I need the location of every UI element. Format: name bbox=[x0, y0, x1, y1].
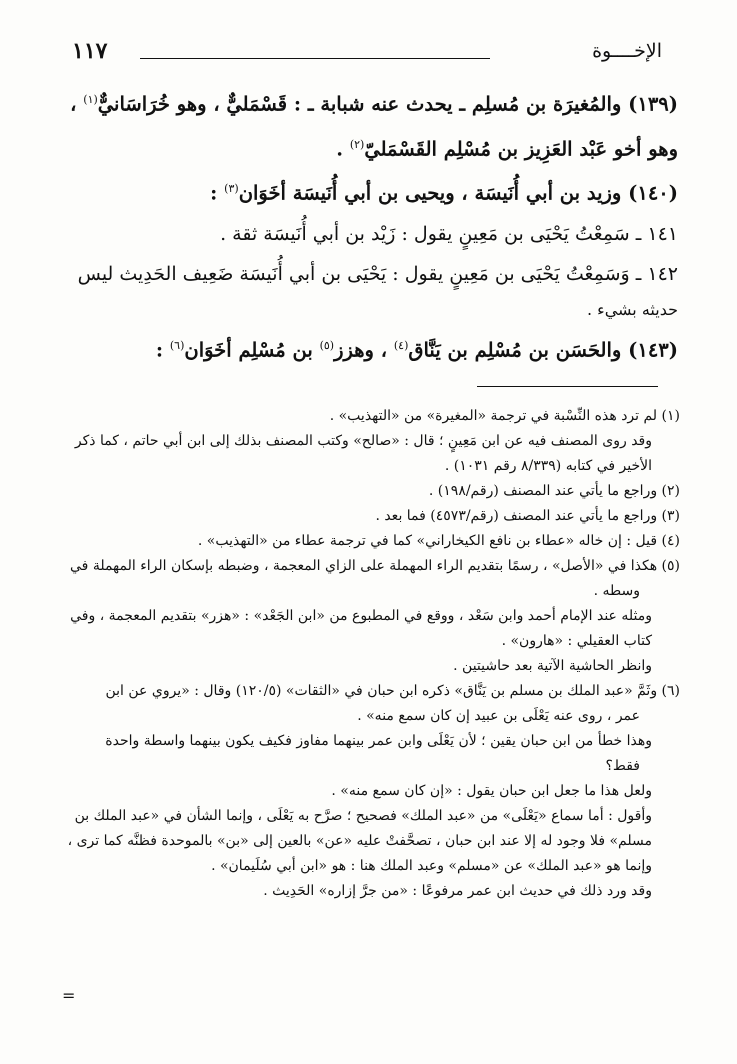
footnote-6: (٦) وثَمَّ «عبد الملك بن مسلم بن يَنَّاق» ذكره ابن حبان في «الثقات» (١٢٠/٥) وقال : «يروي عن ابن bbox=[105, 683, 680, 699]
footnote-1-note: وقد روى المصنف فيه عن ابن مَعِينٍ ؛ قال : «صالح» وكتب المصنف بذلك إلى ابن أبي حاتم ، كما ذكر bbox=[74, 433, 652, 449]
footnote-separator bbox=[477, 386, 658, 387]
footnote-6-note: وإنما هو «عبد الملك» عن «مسلم» وعبد الملك هنا : هو «ابن أبي سُلَيمان» . bbox=[211, 858, 652, 874]
page-header bbox=[0, 38, 737, 68]
footnote-4: (٤) قيل : إن خاله «عطاء بن نافع الكيخاراني» كما في ترجمة عطاء من «التهذيب» . bbox=[197, 533, 680, 549]
main-text bbox=[58, 80, 678, 370]
footnote-2: (٢) وراجع ما يأتي عند المصنف (رقم/١٩٨) . bbox=[428, 483, 680, 499]
entry-143: (١٤٣) والحَسَن بن مُسْلِم بن يَنَّاق$^{(٤)}$ ، وهزز$^{(٥)}$ بن مُسْلِم أخَوَان$^{(٦)}$ : bbox=[155, 338, 678, 361]
footnote-5: (٥) هكذا في «الأصل» ، رسمًا بتقديم الراء المهملة على الزاي المعجمة ، وضبطه بإسكان الراء المهملة في bbox=[70, 558, 680, 574]
footnote-ref: (٦) bbox=[169, 338, 185, 352]
footnote-5-note: ومثله عند الإمام أحمد وابن سَعْد ، ووقع في المطبوع من «ابن الجَعْد» : «هزر» بتقديم المعجمة ، وفي bbox=[70, 608, 652, 624]
footnote-ref: (١) bbox=[83, 93, 98, 106]
footnotes bbox=[58, 404, 680, 904]
entry-142: ١٤٢ ـ وَسَمِعْتُ يَحْيَى بن مَعِينٍ يقول : يَحْيَى بن أبي أُنَيسَة ضَعِيف الحَدِيث ليس bbox=[77, 262, 678, 285]
continuation-mark: = bbox=[62, 986, 76, 1005]
footnote-6-note: وقد ورد ذلك في حديث ابن عمر مرفوعًا : «من جرَّ إزاره» الحَدِيث . bbox=[263, 883, 652, 899]
footnote-6-note: وأقول : أما سماع «يَعْلَى» من «عبد الملك» فصحيح ؛ صرَّح به يَعْلَى ، وإنما الشأن في «عبد الملك بن bbox=[74, 808, 652, 824]
entry-139-line-2: وهو أخو عَبْد العَزِيز بن مُسْلِم القَسْمَليّ$^{(٢)}$ . bbox=[336, 137, 678, 160]
entry-142-continuation: حديثه بشيء . bbox=[587, 299, 678, 319]
footnote-5-cont: وسطه . bbox=[593, 583, 640, 599]
page-number: ١١٧ bbox=[72, 38, 108, 64]
footnote-ref: (٤) bbox=[393, 338, 409, 352]
footnote-ref: (٢) bbox=[349, 137, 365, 151]
entry-141: ١٤١ ـ سَمِعْتُ يَحْيَى بن مَعِينٍ يقول : زَيْد بن أبي أُنَيسَة ثقة . bbox=[220, 222, 678, 245]
entry-139-line-1: (١٣٩) والمُغيرَة بن مُسلِم ـ يحدث عنه شبابة ـ : قَسْمَليٌّ ، وهو خُرَاسَانيٌّ$^{(١)}$ ، bbox=[70, 92, 678, 116]
footnote-ref: (٥) bbox=[319, 338, 335, 352]
footnote-1: (١) لم ترد هذه النِّسْبة في ترجمة «المغيرة» من «التهذيب» . bbox=[329, 408, 680, 424]
footnote-3: (٣) وراجع ما يأتي عند المصنف (رقم/٤٥٧٣) فما بعد . bbox=[375, 508, 680, 524]
footnote-6-note: فقط؟ bbox=[605, 758, 640, 774]
running-title: الإخــــوة bbox=[592, 40, 662, 62]
footnote-5-note: كتاب العقيلي : «هارون» . bbox=[501, 633, 652, 649]
footnote-6-cont: عمر ، روى عنه يَعْلَى بن عبيد إن كان سمع منه» . bbox=[357, 708, 640, 724]
footnote-6-note: ولعل هذا ما جعل ابن حبان يقول : «إن كان سمع منه» . bbox=[331, 783, 652, 799]
footnote-6-note: وهذا خطأ من ابن حبان يقين ؛ لأن يَعْلَى وابن عمر بينهما مفاوز فكيف يكون بينهما واسطة واحدة bbox=[105, 733, 652, 749]
footnote-5-note: وانظر الحاشية الآتية بعد حاشيتين . bbox=[453, 658, 652, 674]
footnote-ref: (٣) bbox=[224, 182, 239, 195]
header-rule bbox=[140, 58, 490, 59]
entry-140: (١٤٠) وزيد بن أبي أُنَيسَة ، ويحيى بن أبي أُنَيسَة أخَوَان$^{(٣)}$ : bbox=[210, 181, 678, 205]
footnote-6-note: مسلم» فلا وجود له إلا عند ابن حبان ، تصحَّفتْ عليه «عن» بالعين إلى «بن» بالموحدة فظنَّه كما ترى ، bbox=[67, 833, 652, 849]
footnote-1-note: الأخير في كتابه (٨/٣٣٩ رقم ١٠٣١) . bbox=[444, 458, 652, 474]
